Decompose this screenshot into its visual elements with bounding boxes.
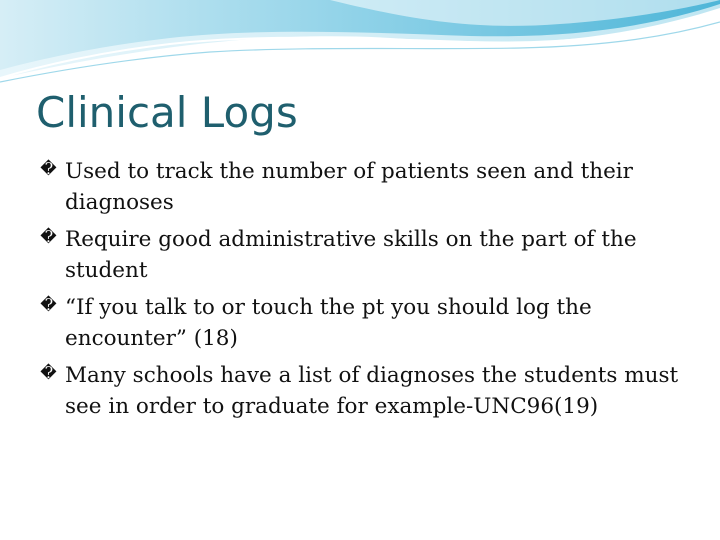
bullet-item [40, 224, 690, 286]
bullet-text: Many schools have a list of diagnoses the students must see in order to graduate for example-UNC96(19) [65, 363, 679, 419]
bullet-item [40, 156, 690, 218]
bullet-marker-icon: � [40, 159, 57, 178]
bullet-text: “If you talk to or touch the pt you should log the encounter” (18) [65, 295, 592, 351]
bullet-marker-icon: � [40, 295, 57, 314]
bullet-item [40, 292, 690, 354]
bullet-list [40, 156, 690, 428]
bullet-text: Used to track the number of patients seen and their diagnoses [65, 159, 633, 215]
bullet-item [40, 360, 690, 422]
header-wave-decoration [0, 0, 720, 90]
slide-title: Clinical Logs [36, 88, 298, 137]
bullet-marker-icon: � [40, 227, 57, 246]
bullet-marker-icon: � [40, 363, 57, 382]
bullet-text: Require good administrative skills on the part of the student [65, 227, 637, 283]
